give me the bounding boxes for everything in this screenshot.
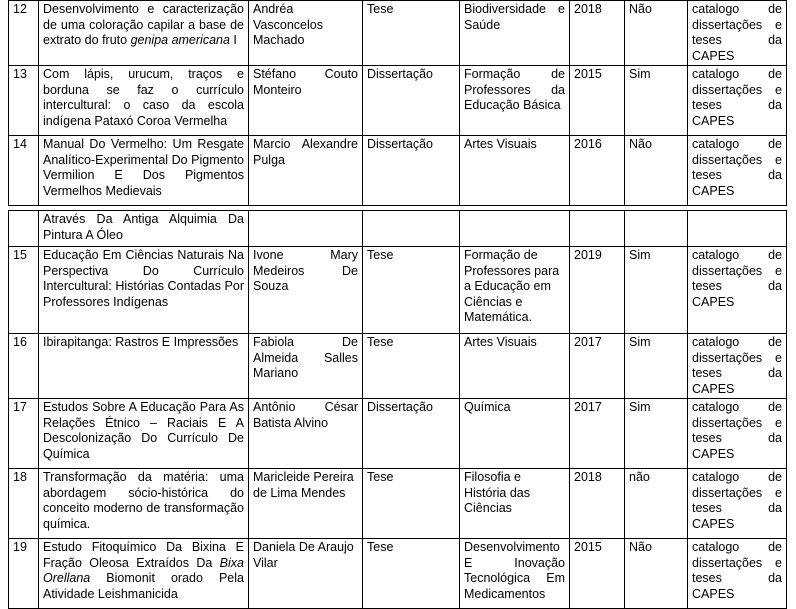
work-title: Manual Do Vermelho: Um Resgate Analítico-Experimental Do Pigmento Vermilion E Dos Pigmentos Vermelhos Medievais [39, 136, 249, 206]
author-name: Ivone Mary Medeiros De Souza [249, 247, 363, 334]
work-type: Dissertação [363, 66, 460, 136]
year: 2019 [570, 247, 625, 334]
year: 2018 [570, 1, 625, 66]
row-number: 17 [9, 399, 39, 469]
indigenous-flag: Não [625, 1, 688, 66]
source-catalog: catalogo de dissertações e teses da CAPES [688, 1, 787, 66]
work-type: Dissertação [363, 136, 460, 206]
thesis-table-bottom [8, 210, 787, 609]
program-name: Desenvolvimento E Inovação Tecnológica Em Medicamentos [460, 539, 570, 609]
table-row [9, 136, 787, 206]
table-row [9, 1, 787, 66]
source-catalog: catalogo de dissertações e teses da CAPES [688, 399, 787, 469]
work-title: Com lápis, urucum, traços e borduna se faz o currículo intercultural: o caso da escola indígena Pataxó Coroa Vermelha [39, 66, 249, 136]
row-number: 18 [9, 469, 39, 539]
table-row-continuation [9, 211, 787, 247]
source-catalog: catalogo de dissertações e teses da CAPES [688, 469, 787, 539]
author-name: Antônio César Batista Alvino [249, 399, 363, 469]
source-catalog: catalogo de dissertações e teses da CAPES [688, 66, 787, 136]
year [570, 211, 625, 247]
source-catalog: catalogo de dissertações e teses da CAPES [688, 136, 787, 206]
program-name: Artes Visuais [460, 334, 570, 399]
work-type: Dissertação [363, 399, 460, 469]
table-row [9, 334, 787, 399]
source-catalog: catalogo de dissertações e teses da CAPES [688, 334, 787, 399]
work-title: Transformação da matéria: uma abordagem sócio-histórica do conceito moderno de transformação química. [39, 469, 249, 539]
program-name: Artes Visuais [460, 136, 570, 206]
work-title: Estudos Sobre A Educação Para As Relações Étnico – Raciais E A Descolonização Do Currículo De Química [39, 399, 249, 469]
row-number [9, 211, 39, 247]
work-type [363, 211, 460, 247]
source-catalog [688, 211, 787, 247]
work-title: Através Da Antiga Alquimia Da Pintura A Óleo [39, 211, 249, 247]
work-title: Estudo Fitoquímico Da Bixina E Fração Oleosa Extraídos Da Bixa Orellana Biomonit orado Pela Atividade Leishmanicida [39, 539, 249, 609]
year: 2018 [570, 469, 625, 539]
program-name: Biodiversidade e Saúde [460, 1, 570, 66]
year: 2016 [570, 136, 625, 206]
author-name: Daniela De Araujo Vilar [249, 539, 363, 609]
program-name: Formação de Professores para a Educação em Ciências e Matemática. [460, 247, 570, 334]
author-name: Fabiola De Almeida Salles Mariano [249, 334, 363, 399]
table-row [9, 247, 787, 334]
table-row [9, 66, 787, 136]
row-number: 19 [9, 539, 39, 609]
source-catalog: catalogo de dissertações e teses da CAPES [688, 539, 787, 609]
author-name: Andréa Vasconcelos Machado [249, 1, 363, 66]
table-row [9, 399, 787, 469]
work-type: Tese [363, 247, 460, 334]
work-title: Educação Em Ciências Naturais Na Perspectiva Do Currículo Intercultural: Histórias Contadas Por Professores Indígenas [39, 247, 249, 334]
work-title: Desenvolvimento e caracterização de uma coloração capilar a base de extrato do fruto genipa americana I [39, 1, 249, 66]
row-number: 14 [9, 136, 39, 206]
table-row [9, 469, 787, 539]
year: 2017 [570, 334, 625, 399]
row-number: 15 [9, 247, 39, 334]
author-name: Stéfano Couto Monteiro [249, 66, 363, 136]
row-number: 12 [9, 1, 39, 66]
indigenous-flag: Não [625, 539, 688, 609]
work-title: Ibirapitanga: Rastros E Impressões [39, 334, 249, 399]
indigenous-flag: Sim [625, 334, 688, 399]
indigenous-flag: Sim [625, 66, 688, 136]
indigenous-flag: não [625, 469, 688, 539]
row-number: 13 [9, 66, 39, 136]
author-name: Maricleide Pereira de Lima Mendes [249, 469, 363, 539]
thesis-table-top [8, 0, 787, 206]
year: 2015 [570, 66, 625, 136]
program-name: Filosofia e História das Ciências [460, 469, 570, 539]
work-type: Tese [363, 1, 460, 66]
work-type: Tese [363, 334, 460, 399]
indigenous-flag: Não [625, 136, 688, 206]
work-type: Tese [363, 469, 460, 539]
table-row [9, 539, 787, 609]
source-catalog: catalogo de dissertações e teses da CAPES [688, 247, 787, 334]
indigenous-flag [625, 211, 688, 247]
program-name: Formação de Professores da Educação Básica [460, 66, 570, 136]
author-name: Marcio Alexandre Pulga [249, 136, 363, 206]
program-name: Química [460, 399, 570, 469]
work-type: Tese [363, 539, 460, 609]
indigenous-flag: Sim [625, 399, 688, 469]
year: 2017 [570, 399, 625, 469]
author-name [249, 211, 363, 247]
row-number: 16 [9, 334, 39, 399]
program-name [460, 211, 570, 247]
indigenous-flag: Sim [625, 247, 688, 334]
year: 2015 [570, 539, 625, 609]
